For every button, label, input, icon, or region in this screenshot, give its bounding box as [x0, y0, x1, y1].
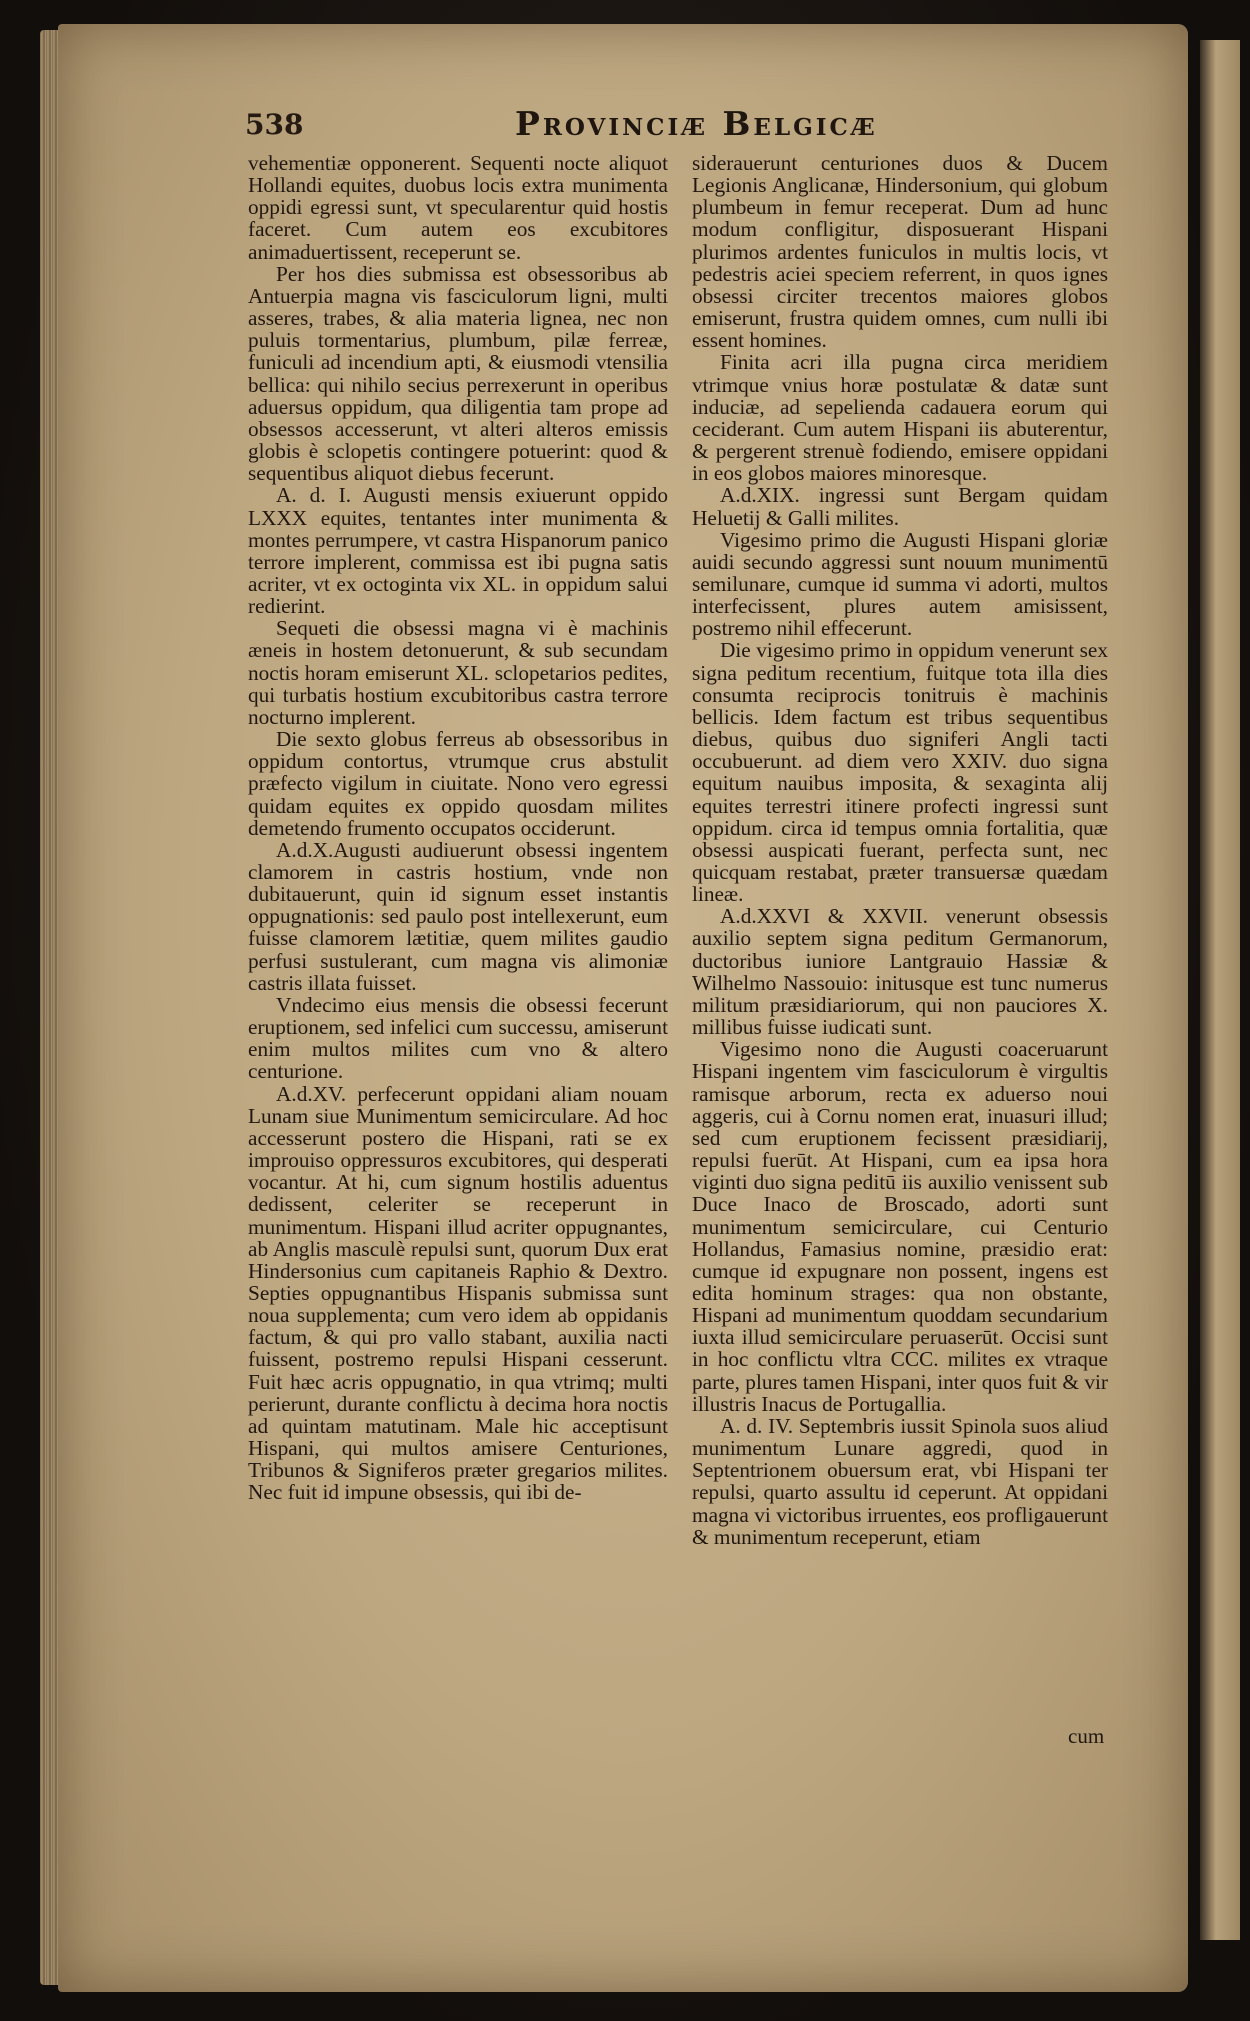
facing-page-edge	[1200, 40, 1240, 1940]
catchword: cum	[1068, 1724, 1105, 1748]
paragraph: Vigesimo nono die Augusti coaceruarunt Hispani ingentem vim fasciculorum è virgultis ramisque arborum, recta ex aduerso noui aggeris, cui à Cornu nomen erat, inuasuri illud; sed cum eruptionem fecissent præsidiarij, repulsi fuerūt. At Hispani, cum ea ipsa hora viginti duo signa peditū iis auxilio venissent sub Duce Inaco de Broscado, adorti sunt munimentum semicirculare, cui Centurio Hollandus, Famasius nomine, præsidio erat: cumque id expugnare non possent, ingens est edita hominum strages: qua non obstante, Hispani ad munimentum quoddam secundarium iuxta illud semicirculare peruaserūt. Occisi sunt in hoc conflictu vltra CCC. milites ex vtraque parte, plures tamen Hispani, inter quos fuit & vir illustris Inacus de Portugallia.	[692, 1037, 1108, 1416]
left-text-column	[248, 152, 668, 1504]
paragraph: A.d.XIX. ingressi sunt Bergam quidam Heluetij & Galli milites.	[692, 483, 1108, 530]
page-number: 538	[245, 108, 304, 141]
paragraph: A. d. I. Augusti mensis exiuerunt oppido LXXX equites, tentantes inter munimenta & montes perrumpere, vt castra Hispanorum panico terrore implerent, commissa est ibi pugna satis acriter, vt ex octoginta vix XL. in oppidum salui redierint.	[248, 483, 668, 619]
paragraph: A.d.XXVI & XXVII. venerunt obsessis auxilio septem signa peditum Germanorum, ductoribus iuniore Lantgrauio Hassiæ & Wilhelmo Nassouio: initusque est tunc numerus militum præsidiariorum, qui non pauciores X. millibus fuisse iudicati sunt.	[692, 904, 1108, 1040]
page-header	[245, 104, 1035, 150]
paragraph: A. d. IV. Septembris iussit Spinola suos aliud munimentum Lunare aggredi, quod in Septentrionem obuersum erat, vbi Hispani ter repulsi, quarto assultu id ceperunt. At oppidani magna vi victoribus irruentes, eos profligauerunt & munimentum receperunt, etiam	[692, 1413, 1108, 1549]
paragraph: Die sexto globus ferreus ab obsessoribus in oppidum contortus, vtrumque crus abstulit præfecto vigilum in ciuitate. Nono vero egressi quidam equites ex oppido quosdam milites demetendo frumento occupatos occiderunt.	[248, 727, 668, 840]
paragraph: A.d.X.Augusti audiuerunt obsessi ingentem clamorem in castris hostium, vnde non dubitauerunt, quin id signum esset instantis oppugnationis: sed paulo post intellexerunt, eum fuisse clamorem lætitiæ, quem milites gaudio perfusi sustulerant, cum magna vis alimoniæ castris illata fuisset.	[248, 837, 668, 995]
paragraph: Vndecimo eius mensis die obsessi fecerunt eruptionem, sed infelici cum successu, amiserunt enim multos milites cum vno & altero centurione.	[248, 992, 668, 1084]
paragraph: vehementiæ opponerent. Sequenti nocte aliquot Hollandi equites, duobus locis extra munimenta oppidi egressi sunt, vt specularentur quid hostis faceret. Cum autem eos excubitores animaduertissent, receperunt se.	[248, 151, 668, 264]
paragraph: Finita acri illa pugna circa meridiem vtrimque vnius horæ postulatæ & datæ sunt induciæ, ad sepelienda cadauera eorum qui ceciderant. Cum autem Hispani iis abuterentur, & pergerent strenuè fodiendo, emisere oppidani in eos globos maiores minoresque.	[692, 350, 1108, 486]
right-text-column	[692, 152, 1108, 1548]
paragraph: siderauerunt centuriones duos & Ducem Legionis Anglicanæ, Hindersonium, qui globum plumbeum in femur receperat. Dum ad hunc modum confligitur, disposuerant Hispani plurimos ardentes funiculos in multis locis, vt pedestris aciei speciem referrent, in quos ignes obsessi circiter trecentos maiores globos emiserunt, frustra quidem omnes, cum nulli ibi essent homines.	[692, 151, 1108, 353]
running-head: Provinciæ Belgicæ	[515, 104, 878, 143]
paragraph: Vigesimo primo die Augusti Hispani gloriæ auidi secundo aggressi sunt nouum munimentū semilunare, cumque id summa vi adorti, multos interfecissent, plures autem amisissent, postremo nihil effecerunt.	[692, 527, 1108, 641]
paragraph: Die vigesimo primo in oppidum venerunt sex signa peditum recentium, fuitque tota illa dies consumta reciprocis tonitruis è machinis bellicis. Idem factum est tribus sequentibus diebus, quibus duo signiferi Angli tacti occubuerunt. ad diem vero XXIV. duo signa equitum nauibus imposita, & sexaginta alij equites terrestri itinere profecti ingressi sunt oppidum. circa id tempus omnia fortalitia, quæ obsessi auspicati fuerant, perfecta sunt, nec quicquam restabat, præter transuersæ quædam lineæ.	[692, 638, 1108, 907]
paragraph: Per hos dies submissa est obsessoribus ab Antuerpia magna vis fasciculorum ligni, multi asseres, trabes, & alia materia lignea, nec non puluis tormentarius, plumbum, pilæ ferreæ, funiculi ad incendium apti, & eiusmodi vtensilia bellica: qui nihilo secius perrexerunt in operibus aduersus oppidum, qua diligentia tam prope ad obsessos accesserunt, vt alteri alteros emissis globis è sclopetis contingere potuerint: quod & sequentibus aliquot diebus fecerunt.	[248, 261, 668, 486]
paragraph: Sequeti die obsessi magna vi è machinis æneis in hostem detonuerunt, & sub secundam noctis horam emiserunt XL. sclopetarios pedites, qui turbatis hostium excubitoribus castra terrore nocturno implerent.	[248, 616, 668, 729]
paragraph: A.d.XV. perfecerunt oppidani aliam nouam Lunam siue Munimentum semicirculare. Ad hoc accesserunt postero die Hispani, rati se ex improuiso oppressuros excubitores, qui desperati vocantur. At hi, cum signum hostilis aduentus dedissent, celeriter se receperunt in munimentum. Hispani illud acriter oppugnantes, ab Anglis masculè repulsi sunt, quorum Dux erat Hindersonius cum capitaneis Raphio & Dextro. Septies oppugnantibus Hispanis submissa sunt noua supplementa; cum vero idem ab oppidanis factum, & qui pro vallo stabant, auxilia nacti fuissent, postremo repulsi Hispani cesserunt. Fuit hæc acris oppugnatio, in qua vtrimq; multi perierunt, durante conflictu à decima hora noctis ad quintam matutinam. Male hic acceptisunt Hispani, qui multos amisere Centuriones, Tribunos & Signiferos præter gregarios milites. Nec fuit id impune obsessis, qui ibi de-	[248, 1081, 668, 1505]
